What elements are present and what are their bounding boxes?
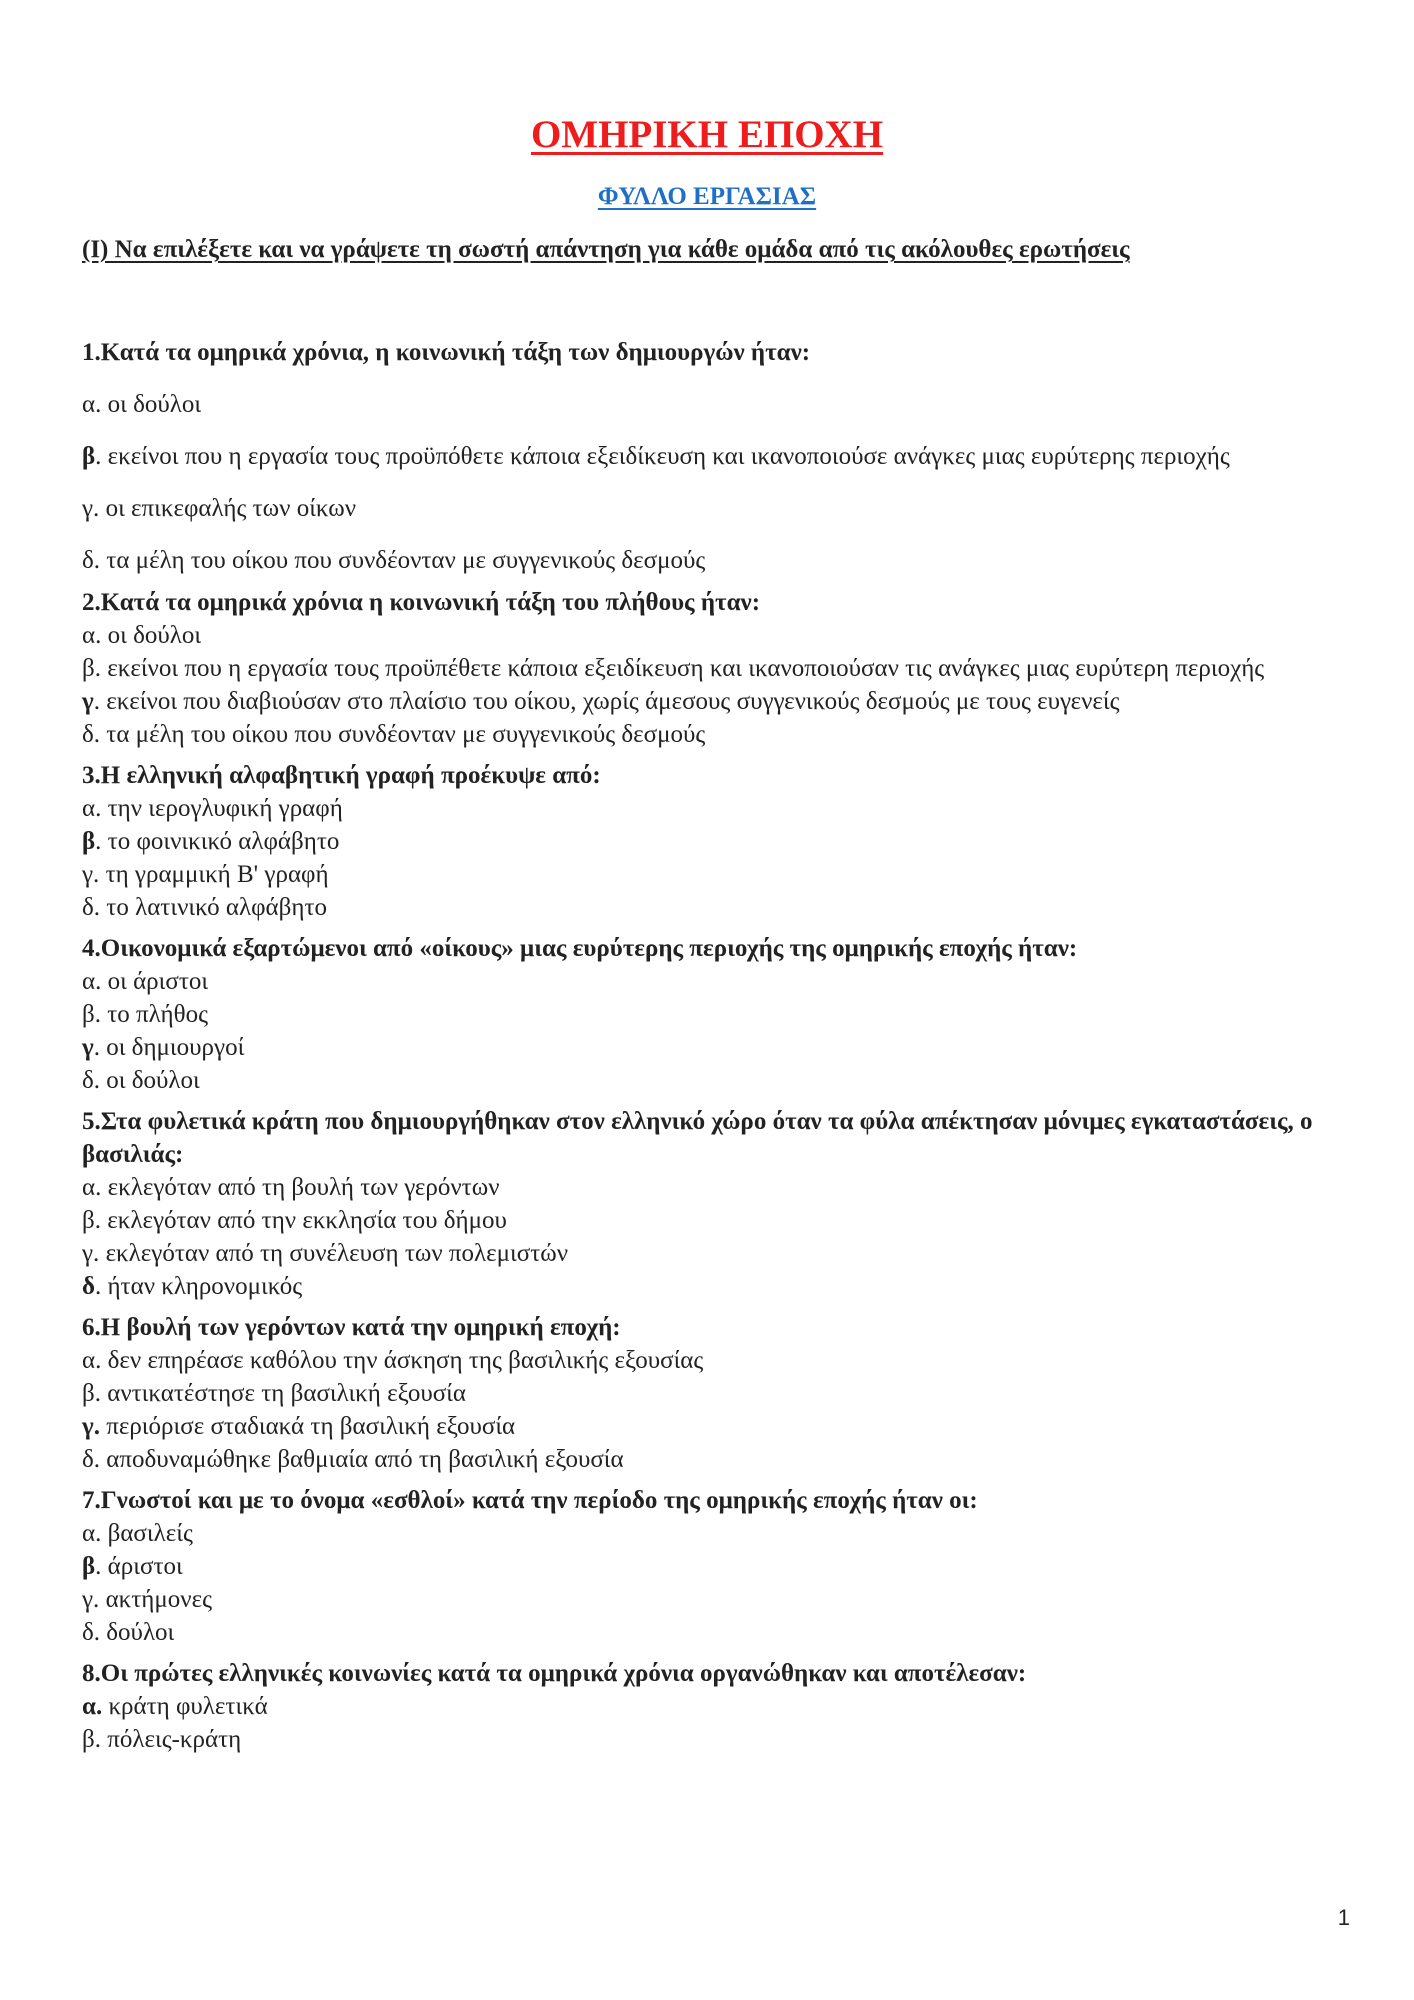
option-letter: α.	[82, 1693, 103, 1720]
option-letter: β.	[82, 1380, 101, 1407]
option-text: εκλεγόταν από τη συνέλευση των πολεμιστών	[99, 1240, 569, 1267]
option-text: το λατινικό αλφάβητο	[100, 894, 327, 921]
answer-option	[82, 998, 1342, 1031]
option-letter: α.	[82, 622, 102, 649]
option-letter: γ.	[82, 1413, 100, 1440]
option-text: αποδυναμώθηκε βαθμιαία από τη βασιλική εξουσία	[100, 1446, 624, 1473]
option-text: οι άριστοι	[101, 968, 209, 995]
option-letter: α.	[82, 1520, 102, 1547]
answer-option	[82, 825, 1342, 858]
option-text: . εκείνοι που η εργασία τους προϋπόθετε κάποια εξειδίκευση και ικανοποιούσε ανάγκες μιας ευρύτερης περιοχής	[95, 443, 1230, 470]
instruction-text: (Ι) Να επιλέξετε και να γράψετε τη σωστή απάντηση για κάθε ομάδα από τις ακόλουθες ερωτήσεις	[82, 236, 1130, 263]
answer-option	[82, 1616, 1342, 1649]
question-block	[82, 336, 1342, 578]
answer-option	[82, 685, 1342, 718]
answer-option	[82, 891, 1342, 924]
option-letter: δ.	[82, 721, 101, 748]
question-block	[82, 932, 1342, 1097]
option-text: τα μέλη του οίκου που συνδέονταν με συγγενικούς δεσμούς	[100, 721, 706, 748]
option-letter: γ	[82, 1034, 94, 1061]
answer-option	[82, 1690, 1342, 1723]
question-text: 7.Γνωστοί και με το όνομα «εσθλοί» κατά την περίοδο της ομηρικής εποχής ήταν οι:	[82, 1487, 978, 1514]
question-block	[82, 1105, 1342, 1303]
question-text: 8.Οι πρώτες ελληνικές κοινωνίες κατά τα ομηρικά χρόνια οργανώθηκαν και αποτέλεσαν:	[82, 1660, 1027, 1687]
answer-option	[82, 1064, 1342, 1097]
answer-option	[82, 965, 1342, 998]
option-letter: δ.	[82, 894, 101, 921]
option-letter: γ.	[82, 1240, 100, 1267]
option-text: . οι δημιουργοί	[93, 1034, 245, 1061]
answer-option	[82, 1723, 1342, 1756]
answer-option	[82, 1270, 1342, 1303]
option-text: εκλεγόταν από την εκκλησία του δήμου	[100, 1207, 507, 1234]
answer-option	[82, 1550, 1342, 1583]
option-letter: β.	[82, 655, 101, 682]
question-block	[82, 586, 1342, 751]
option-letter: α.	[82, 795, 102, 822]
answer-option	[82, 1237, 1342, 1270]
option-letter: γ.	[82, 1586, 100, 1613]
option-text: ακτήμονες	[99, 1586, 212, 1613]
option-letter: β.	[82, 1726, 101, 1753]
option-text: εκλεγόταν από τη βουλή των γερόντων	[101, 1174, 500, 1201]
answer-option	[82, 1204, 1342, 1237]
question-text: 6.Η βουλή των γερόντων κατά την ομηρική εποχή:	[82, 1314, 621, 1341]
option-letter: β.	[82, 1001, 101, 1028]
option-text: βασιλείς	[101, 1520, 193, 1547]
option-letter: δ	[82, 1273, 95, 1300]
option-text: τη γραμμική Β' γραφή	[99, 861, 329, 888]
option-letter: δ.	[82, 1619, 101, 1646]
option-text: περιόρισε σταδιακά τη βασιλική εξουσία	[99, 1413, 516, 1440]
answer-option	[82, 652, 1342, 685]
answer-option	[82, 1583, 1342, 1616]
question-block	[82, 759, 1342, 924]
option-text: δεν επηρέασε καθόλου την άσκηση της βασιλικής εξουσίας	[101, 1347, 704, 1374]
answer-option	[82, 792, 1342, 825]
page-number: 1	[1337, 1905, 1350, 1930]
answer-option	[82, 718, 1342, 751]
answer-option	[82, 440, 1342, 474]
question-block	[82, 1484, 1342, 1649]
option-letter: α.	[82, 1347, 102, 1374]
answer-option	[82, 1377, 1342, 1410]
answer-option	[82, 1410, 1342, 1443]
option-letter: β	[82, 443, 96, 470]
option-letter: β.	[82, 1207, 101, 1234]
option-letter: γ.	[82, 861, 100, 888]
option-text: την ιερογλυφική γραφή	[101, 795, 343, 822]
option-letter: α.	[82, 968, 102, 995]
option-letter: γ	[82, 688, 94, 715]
option-text: οι δούλοι	[101, 391, 202, 418]
option-letter: α.	[82, 391, 102, 418]
question-text: 2.Κατά τα ομηρικά χρόνια η κοινωνική τάξη του πλήθους ήταν:	[82, 589, 761, 616]
option-text: . εκείνοι που διαβιούσαν στο πλαίσιο του οίκου, χωρίς άμεσους συγγενικούς δεσμούς με τους ευγενείς	[93, 688, 1120, 715]
option-text: κράτη φυλετικά	[102, 1693, 268, 1720]
answer-option	[82, 492, 1342, 526]
answer-option	[82, 619, 1342, 652]
option-text: . άριστοι	[95, 1553, 183, 1580]
option-letter: β	[82, 1553, 96, 1580]
question-text: 1.Κατά τα ομηρικά χρόνια, η κοινωνική τάξη των δημιουργών ήταν:	[82, 339, 811, 366]
option-letter: α.	[82, 1174, 102, 1201]
option-text: τα μέλη του οίκου που συνδέονταν με συγγενικούς δεσμούς	[100, 547, 706, 574]
answer-option	[82, 1031, 1342, 1064]
option-letter: γ.	[82, 495, 100, 522]
question-block	[82, 1657, 1342, 1756]
option-letter: δ.	[82, 1446, 101, 1473]
question-text: 3.Η ελληνική αλφαβητική γραφή προέκυψε από:	[82, 762, 601, 789]
answer-option	[82, 544, 1342, 578]
answer-option	[82, 388, 1342, 422]
option-text: οι δούλοι	[101, 622, 202, 649]
option-text: . ήταν κληρονομικός	[94, 1273, 303, 1300]
answer-option	[82, 858, 1342, 891]
option-text: οι δούλοι	[100, 1067, 200, 1094]
question-block	[82, 1311, 1342, 1476]
option-text: οι επικεφαλής των οίκων	[99, 495, 357, 522]
option-letter: δ.	[82, 1067, 101, 1094]
questions-list	[82, 336, 1342, 1756]
question-text: 4.Οικονομικά εξαρτώμενοι από «οίκους» μιας ευρύτερης περιοχής της ομηρικής εποχής ήταν:	[82, 935, 1078, 962]
answer-option	[82, 1443, 1342, 1476]
option-text: πόλεις-κράτη	[100, 1726, 242, 1753]
option-text: . το φοινικικό αλφάβητο	[95, 828, 340, 855]
option-text: αντικατέστησε τη βασιλική εξουσία	[100, 1380, 466, 1407]
option-letter: δ.	[82, 547, 101, 574]
answer-option	[82, 1517, 1342, 1550]
answer-option	[82, 1171, 1342, 1204]
page-title: ΟΜΗΡΙΚΗ ΕΠΟΧΗ	[530, 113, 884, 156]
worksheet-subtitle: ΦΥΛΛΟ ΕΡΓΑΣΙΑΣ	[597, 183, 817, 210]
option-text: εκείνοι που η εργασία τους προϋπέθετε κάποια εξειδίκευση και ικανοποιούσαν τις ανάγκες μιας ευρύτερη περιοχής	[100, 655, 1265, 682]
answer-option	[82, 1344, 1342, 1377]
question-text: 5.Στα φυλετικά κράτη που δημιουργήθηκαν στον ελληνικό χώρο όταν τα φύλα απέκτησαν μόνιμες εγκαταστάσεις, ο βασιλιάς:	[82, 1108, 1313, 1168]
option-text: το πλήθος	[100, 1001, 209, 1028]
option-text: δούλοι	[100, 1619, 175, 1646]
option-letter: β	[82, 828, 96, 855]
